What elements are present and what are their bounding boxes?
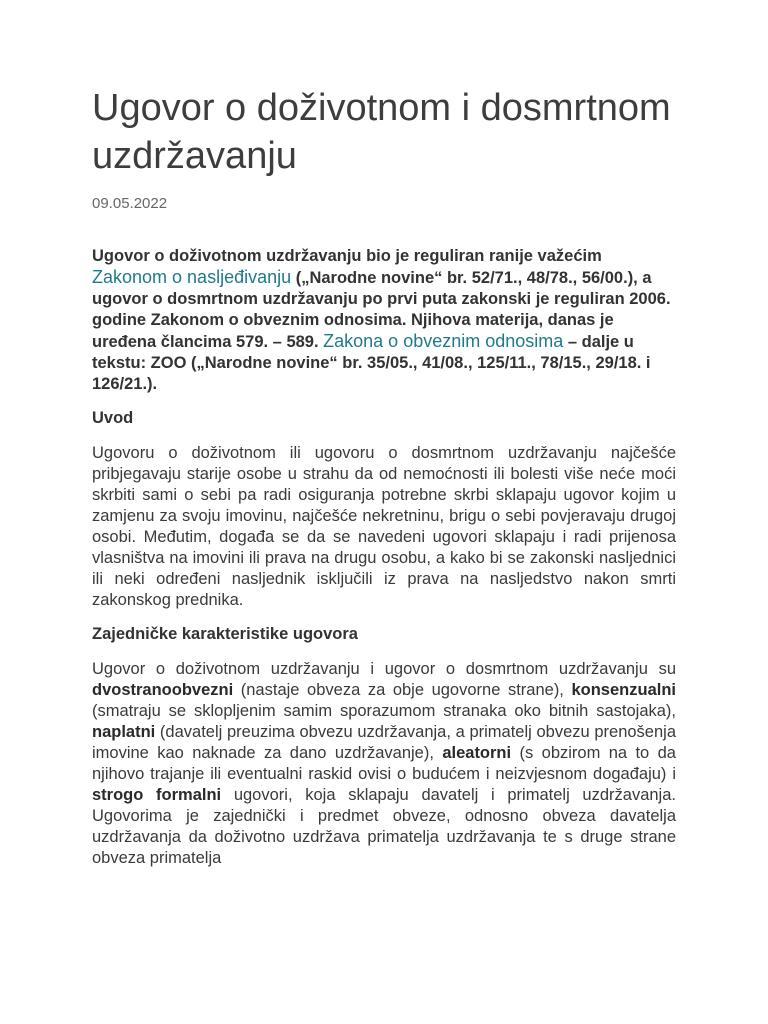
article: [92, 84, 676, 869]
text-segment: ugovori, koja sklapaju davatelj i primatelj uzdržavanja. Ugovorima je zajednički i predmet obveze, odnosno obveza davatelja uzdržavanja da doživotno uzdržava primatelja uzdržavanja te s druge strane obveza primatelja: [92, 786, 676, 867]
link-zakon-o-obveznim-odnosima[interactable]: Zakona o obveznim odnosima: [323, 331, 564, 351]
term-strogo-formalni: strogo formalni: [92, 786, 222, 804]
text-segment: Ugovor o doživotnom uzdržavanju i ugovor o dosmrtnom uzdržavanju su: [92, 660, 676, 678]
lead-text-2: („Narodne novine“ br. 52/71., 48/78., 56/00.), a ugovor o dosmrtnom uzdržavanju po prvi puta zakonski je reguliran 2006. godine Zakonom o obveznim odnosima. Njihova materija, danas je uređena člancima 579. – 589.: [92, 269, 671, 351]
article-title: Ugovor o doživotnom i dosmrtnom uzdržavanju: [92, 87, 671, 177]
term-dvostranoobvezni: dvostranoobvezni: [92, 681, 234, 699]
section-heading-karakteristike: Zajedničke karakteristike ugovora: [92, 625, 358, 643]
lead-paragraph: [92, 246, 676, 395]
lead-text-1: Ugovor o doživotnom uzdržavanju bio je reguliran ranije važećim: [92, 247, 602, 265]
section-heading-uvod: Uvod: [92, 409, 134, 427]
link-zakon-o-naslijedivanju[interactable]: Zakonom o nasljeđivanju: [92, 267, 292, 287]
text-segment: (smatraju se sklopljenim samim sporazumom stranaka oko bitnih sastojaka),: [92, 702, 676, 720]
text-segment: (nastaje obveza za obje ugovorne strane),: [233, 681, 572, 699]
article-date: 09.05.2022: [92, 195, 168, 212]
term-konsenzualni: konsenzualni: [571, 681, 676, 699]
text-segment: (davatelj preuzima obvezu uzdržavanja, a primatelj obvezu prenošenja imovine kao naknade za dano uzdržavanje),: [92, 723, 676, 762]
term-aleatorni: aleatorni: [442, 744, 512, 762]
text-segment: (s obzirom na to da njihovo trajanje ili eventualni raskid ovisi o budućem i neizvjesnom događaju) i: [92, 744, 676, 783]
section-text-uvod: Ugovoru o doživotnom ili ugovoru o dosmrtnom uzdržavanju najčešće pribjegavaju starije osobe u strahu da od nemoćnosti ili bolesti više neće moći skrbiti sami o sebi pa radi osiguranja potrebne skrbi sklapaju ugovor kojim u zamjenu za svoju imovinu, najčešće nekretninu, brigu o sebi povjeravaju drugoj osobi. Međutim, događa se da se navedeni ugovori sklapaju i radi prijenosa vlasništva na imovini ili prava na drugu osobu, a kako bi se zakonski nasljednici ili neki određeni nasljednik isključili iz prava na nasljedstvo nakon smrti zakonskog prednika.: [92, 444, 676, 609]
lead-text-3: – dalje u tekstu: ZOO („Narodne novine“ br. 35/05., 41/08., 125/11., 78/15., 29/18. i 126/21.).: [92, 333, 651, 393]
section-text-karakteristike: [92, 659, 676, 869]
term-naplatni: naplatni: [92, 723, 156, 741]
